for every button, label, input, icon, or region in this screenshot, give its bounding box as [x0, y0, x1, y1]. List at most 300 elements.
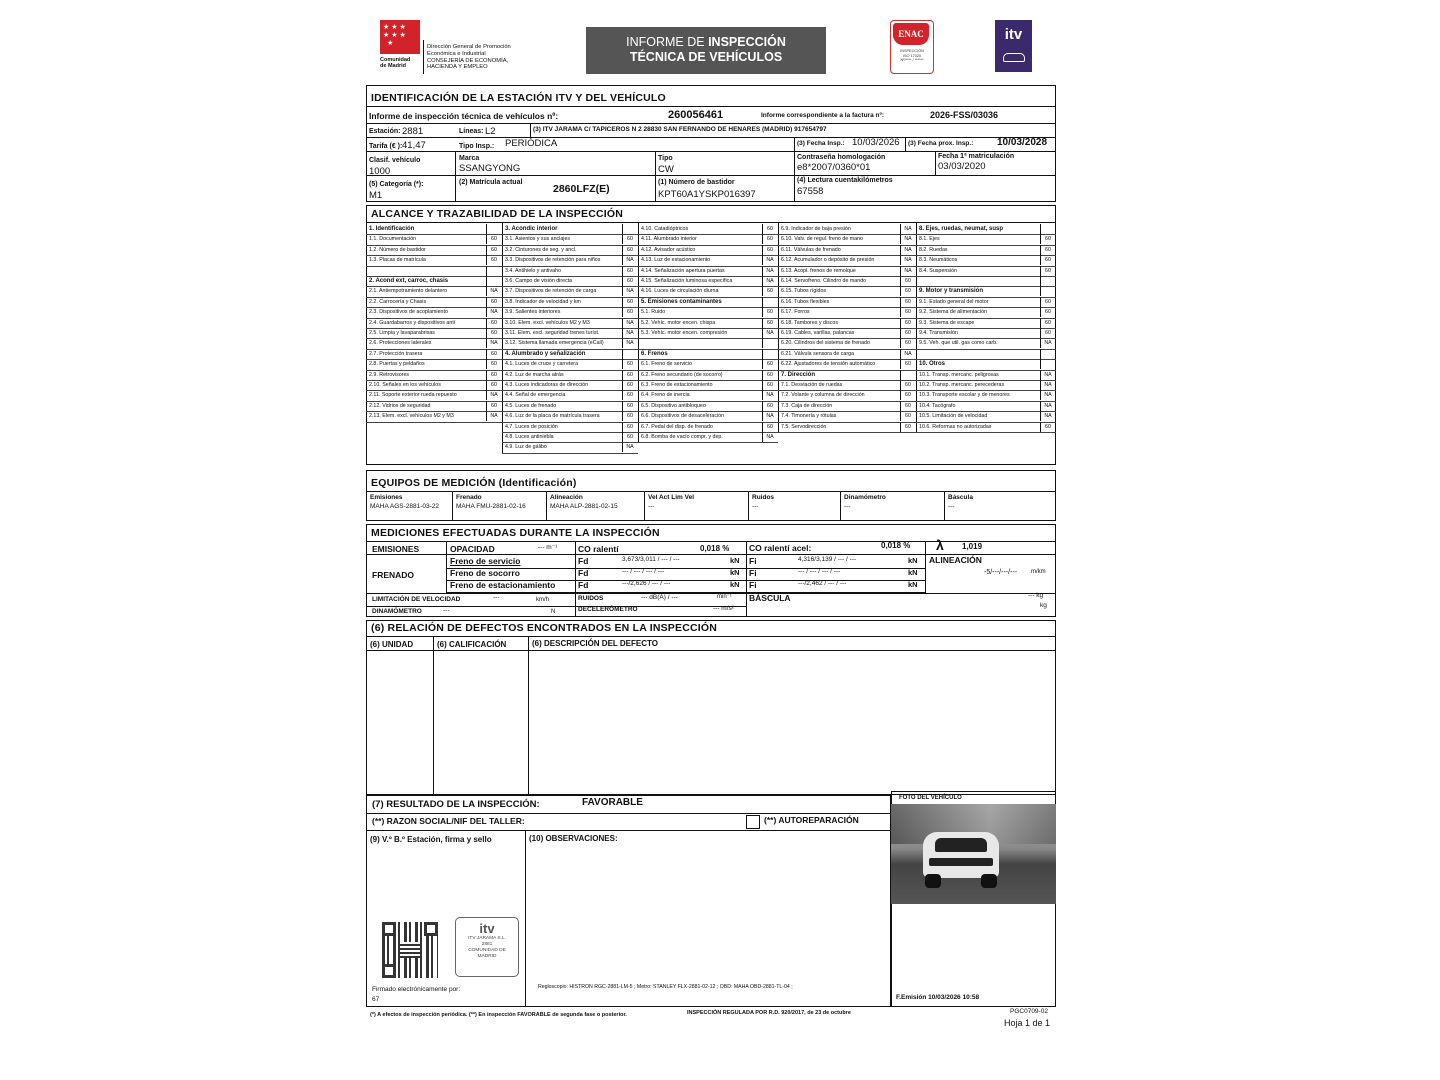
itv-address: (3) ITV JARAMA C/ TAPICEROS N 2 28830 SAN FERNANDO DE HENARES (MADRID) 917654797: [533, 126, 827, 133]
co-value: 0,018 %: [700, 544, 730, 553]
column-divider: [502, 222, 503, 453]
bastidor-value: KPT60A1YSKP016397: [658, 189, 756, 200]
car-icon: [1003, 53, 1025, 62]
scope-item-label: 10.5. Limitación de velocidad: [919, 413, 988, 420]
co-label: CO ralentí: [578, 544, 619, 554]
scope-item-label: 5.2. Vehíc. motor encen. chispa: [641, 319, 716, 326]
brake-fi-value: ---/2,462 / --- / ---: [798, 580, 847, 587]
defectos-title: (6) RELACIÓN DE DEFECTOS ENCONTRADOS EN LA INSPECCIÓN: [371, 622, 718, 634]
scope-item-label: 6.13. Acopl. frenos de remolque: [781, 267, 856, 274]
scope-item-value: 60: [486, 401, 501, 411]
scope-item-value: 60: [1040, 307, 1055, 317]
fecha-mat-label: Fecha 1ª matriculación: [938, 153, 1015, 160]
scope-item-value: 60: [1040, 318, 1055, 328]
scope-item-value: NA: [486, 286, 501, 296]
decel-label: DECELERÓMETRO: [578, 606, 638, 613]
scope-item-value: NA: [900, 224, 915, 234]
factura-number: 2026-FSS/03036: [930, 110, 999, 120]
scope-item-value: 60: [900, 297, 915, 307]
vehicle-body: [923, 832, 999, 878]
scope-item-value: 60: [900, 307, 915, 317]
scope-item-label: 4.16. Luces de circulación diurna: [641, 288, 719, 295]
scope-item-label: 7.3. Caja de dirección: [781, 402, 833, 409]
scope-item-value: 60: [900, 276, 915, 286]
scope-item-label: 2. Acond ext, carroc, chasis: [369, 278, 449, 284]
scope-item-label: 2.12. Vidrios de seguridad: [369, 402, 431, 409]
equipo-value: ---: [948, 503, 955, 510]
scope-item-value: 60: [762, 380, 777, 390]
scope-item-value: 60: [762, 234, 777, 244]
equipos-divider: [748, 491, 749, 521]
scope-item-label: 6.10. Valv. de regul. freno de mano: [781, 236, 863, 243]
scope-item-value: 60: [622, 307, 637, 317]
scope-item-label: 10.6. Reformas no autorizadas: [919, 423, 992, 430]
enac-logo: ENAC INSPECCIÓN ISO 17020 Nº/**** / ******: [890, 20, 934, 74]
scope-item-value: NA: [1040, 401, 1055, 411]
scope-item-value: NA: [1040, 338, 1055, 348]
fi-label: Fi: [749, 556, 757, 566]
brake-label: Freno de servicio: [450, 556, 521, 566]
lambda-value: 1,019: [962, 542, 983, 551]
scope-item-value: [762, 338, 777, 348]
vb-label: (9) V.º B.º Estación, firma y sello: [370, 835, 492, 844]
footer-note: (*) A efectos de inspección periódica. (**) En inspección FAVORABLE de segunda fase o posterior.: [370, 1012, 627, 1018]
bascula-kg2: kg: [1040, 602, 1047, 609]
scope-item-value: [486, 266, 501, 276]
scope-item-label: 10. Otros: [919, 361, 946, 368]
frenado-label: FRENADO: [372, 570, 415, 580]
km-label: (4) Lectura cuentakilómetros: [797, 177, 893, 184]
scope-item-value: 60: [1040, 266, 1055, 276]
scope-item-value: NA: [900, 255, 915, 265]
mediciones-title: MEDICIONES EFECTUADAS DURANTE LA INSPECCIÓN: [371, 527, 660, 539]
equipo-value: MAHA ALP-2881-02-15: [550, 503, 618, 510]
scope-item-label: 6.7. Pedal del disp. de frenado: [641, 423, 713, 430]
scope-item-label: 4.14. Señalización apertura puertas: [641, 267, 725, 274]
scope-item-label: 9.1. Estado general del motor: [919, 298, 989, 305]
scope-item-label: 2.6. Protecciones laterales: [369, 340, 432, 347]
scope-item-value: NA: [900, 245, 915, 255]
kn-unit: kN: [908, 568, 918, 577]
kn-unit: kN: [908, 580, 918, 589]
lambda-symbol: λ: [936, 537, 944, 553]
fd-label: Fd: [578, 580, 589, 590]
scope-item-value: [622, 224, 637, 234]
scope-item-value: NA: [622, 255, 637, 265]
brake-fd-value: 3,673/3,011 / --- / ---: [622, 556, 680, 563]
razon-social-label: (**) RAZON SOCIAL/NIF DEL TALLER:: [372, 816, 525, 826]
scope-item-value: NA: [1040, 380, 1055, 390]
ruidos-unit: min⁻¹: [717, 594, 732, 600]
scope-item-value: 60: [486, 245, 501, 255]
scope-item-value: NA: [762, 328, 777, 338]
scope-item-label: 6.5. Dispositivo antibloqueo: [641, 402, 706, 409]
scope-item-label: 4.9. Luz de gálibo: [505, 444, 547, 451]
brake-fi-value: 4,316/3,139 / --- / ---: [798, 556, 857, 563]
scope-item-label: 4.1. Luces de cruce y carretera: [505, 361, 579, 368]
equipos-line: Regloscopio: HISTRON RGC-2881-LM-5 ; Metro: STANLEY FLX-2881-02-12 ; OBD: MAHA OBD-2881-TL-04 ;: [538, 984, 793, 990]
scope-item-label: 6.4. Freno de inercia: [641, 392, 690, 399]
scope-item-value: 60: [762, 370, 777, 380]
informe-label: Informe de inspección técnica de vehículos nº:: [369, 111, 559, 121]
brake-fd-value: ---/2,626 / --- / ---: [622, 580, 671, 587]
scope-item-value: 60: [486, 370, 501, 380]
scope-item-value: 60: [900, 359, 915, 369]
scope-item-label: 4.7. Luces de posición: [505, 423, 558, 430]
scope-item-label: 2.13. Elem. excl. vehículos M2 y M3: [369, 413, 454, 420]
scope-item-label: 6.2. Freno secundario (de socorro): [641, 371, 723, 378]
contrasena-value: e8*2007/0360*01: [797, 162, 871, 173]
tipo-insp-label: Tipo Insp.:: [459, 143, 495, 150]
scope-item-value: [762, 349, 777, 359]
equipo-label: Ruidos: [752, 494, 775, 501]
footer-code: PGC0709-02: [1010, 1008, 1048, 1015]
scope-item-label: 6.6. Dispositivos de desaceleración: [641, 413, 725, 420]
ruidos-label: RUIDOS: [578, 595, 604, 602]
scope-item-label: 6. Frenos: [641, 350, 668, 357]
equipos-divider: [944, 491, 945, 521]
fecha-emision: F.Emisión 10/03/2026 10:58: [896, 994, 980, 1001]
ruidos-value: --- dB(A) / ---: [641, 594, 678, 601]
scope-item-value: 60: [486, 297, 501, 307]
autoreparacion-checkbox[interactable]: [746, 815, 760, 829]
scope-item-label: 6.16. Tubos flexibles: [781, 298, 830, 305]
scope-item-label: 2.1. Antiempotramiento delantero: [369, 288, 448, 295]
scope-item-value: [900, 370, 915, 380]
scope-item-label: 9.2. Sistema de alimentación: [919, 309, 988, 316]
scope-item-label: 6.11. Válvulas de frenado: [781, 246, 841, 253]
scope-item-value: 60: [486, 359, 501, 369]
report-title-banner: INFORME DE INSPECCIÓN TÉCNICA DE VEHÍCULOS: [586, 27, 826, 74]
scope-item-value: NA: [622, 286, 637, 296]
scope-item-label: 6.18. Tambores y discos: [781, 319, 839, 326]
scope-item-label: 3.9. Salientes interiores: [505, 309, 561, 316]
scope-item-value: NA: [762, 390, 777, 400]
kn-unit: kN: [908, 556, 918, 565]
foto-label: FOTO DEL VEHÍCULO: [899, 795, 962, 801]
scope-item-value: 60: [762, 401, 777, 411]
opacidad-value: --- m⁻¹: [538, 544, 558, 551]
scope-row-line: [778, 432, 916, 433]
scope-item-value: 60: [486, 318, 501, 328]
scope-item-value: 60: [900, 318, 915, 328]
scope-item-label: 3.2. Cinturones de seg. y ancl.: [505, 246, 577, 253]
lim-vel-label: LIMITACIÓN DE VELOCIDAD: [372, 596, 461, 603]
clasif-label: Clasif. vehículo: [369, 157, 421, 164]
equipos-divider: [840, 491, 841, 521]
scope-item-value: 60: [486, 234, 501, 244]
scope-item-value: NA: [762, 255, 777, 265]
scope-item-label: 2.8. Puertas y peldaños: [369, 361, 425, 368]
fi-label: Fi: [749, 580, 757, 590]
scope-item-label: 4.11. Alumbrado interior: [641, 236, 697, 243]
contrasena-label: Contraseña homologación: [797, 154, 886, 161]
scope-item-label: 4.2. Luz de marcha atrás: [505, 371, 564, 378]
scope-item-label: 3.6. Campo de visión directa: [505, 278, 573, 284]
scope-item-label: 7.2. Volante y columna de dirección: [781, 392, 865, 399]
scope-item-label: 3.4. Antihielo y antivaho: [505, 267, 561, 274]
scope-item-value: 60: [762, 318, 777, 328]
firmado-value: 67: [372, 996, 380, 1003]
scope-item-value: NA: [486, 307, 501, 317]
scope-item-label: 6.22. Ajustadores de tensión automático: [781, 361, 876, 368]
marca-label: Marca: [459, 155, 480, 162]
footer-regulada: INSPECCIÓN REGULADA POR R.D. 920/2017, de 23 de octubre: [687, 1010, 851, 1016]
scope-item-label: 9.3. Sistema de escape: [919, 319, 975, 326]
scope-item-label: 6.3. Freno de estacionamiento: [641, 382, 713, 388]
emisiones-label: EMISIONES: [372, 544, 420, 554]
scope-item-value: 60: [622, 422, 637, 432]
scope-item-label: 3.12. Sistema llamada emergencia (eCall): [505, 340, 604, 347]
scope-item-label: 7. Dirección: [781, 371, 816, 378]
col-calificacion: (6) CALIFICACIÓN: [437, 640, 507, 649]
scope-item-value: 60: [1040, 422, 1055, 432]
scope-item-label: 8.2. Ruedas: [919, 246, 948, 253]
scope-item-value: 60: [622, 359, 637, 369]
scope-item-value: 60: [900, 380, 915, 390]
scope-item-label: 3.10. Elem. excl. vehículos M2 y M3: [505, 319, 590, 326]
scope-item-label: 6.12. Acumulador o depósito de presión: [781, 257, 875, 264]
estacion-label: Estación:: [369, 128, 401, 135]
scope-item-label: 7.5. Servodirección: [781, 423, 827, 430]
scope-item-label: 4.4. Señal de emergencia: [505, 392, 566, 399]
fecha-prox-label: (3) Fecha prox. Insp.:: [908, 140, 974, 147]
scope-item-value: 60: [1040, 297, 1055, 307]
qr-code-icon: [382, 922, 438, 978]
scope-item-value: 60: [622, 411, 637, 421]
page-number: Hoja 1 de 1: [1004, 1018, 1051, 1028]
scope-item-value: 60: [762, 224, 777, 234]
station-stamp: itv ITV JARAMA S.L. 2881 COMUNIDAD DE MADRID: [455, 917, 519, 977]
clasif-value: 1000: [369, 166, 391, 177]
scope-item-label: 6.17. Forros: [781, 309, 810, 316]
scope-item-label: 1.3. Placas de matrícula: [369, 257, 426, 264]
equipo-label: Dinamómetro: [844, 494, 886, 501]
scope-item-value: 60: [622, 297, 637, 307]
identificacion-title: IDENTIFICACIÓN DE LA ESTACIÓN ITV Y DEL VEHÍCULO: [371, 92, 666, 104]
scope-item-label: 1. Identificación: [369, 226, 415, 232]
comunidad-madrid-logo: ★★★ ★★★ ★: [380, 20, 420, 54]
matricula-label: (2) Matrícula actual: [459, 179, 523, 186]
kn-unit: kN: [730, 556, 740, 565]
bastidor-label: (1) Número de bastidor: [658, 179, 735, 186]
equipos-divider: [452, 491, 453, 521]
col-descripcion: (6) DESCRIPCIÓN DEL DEFECTO: [532, 639, 658, 648]
scope-item-label: 1.2. Número de bastidor: [369, 246, 426, 253]
decel-value: --- m/s²: [713, 605, 734, 612]
scope-item-label: [641, 338, 761, 348]
scope-item-value: 60: [1040, 245, 1055, 255]
scope-item-label: 2.10. Señales en los vehículos: [369, 382, 441, 388]
kn-unit: kN: [730, 568, 740, 577]
scope-item-label: 7.4. Timonería y rótulas: [781, 413, 837, 420]
scope-item-label: 3.1. Asientos y sus anclajes: [505, 236, 571, 243]
scope-item-value: 60: [900, 286, 915, 296]
scope-item-value: [486, 276, 501, 286]
equipo-value: ---: [648, 503, 655, 510]
fecha-prox-value: 10/03/2028: [997, 137, 1048, 148]
scope-item-label: 7.1. Desviación de ruedas: [781, 382, 843, 388]
scope-item-value: 60: [486, 328, 501, 338]
scope-item-label: 4.3. Luces indicadoras de dirección: [505, 382, 589, 388]
scope-item-label: 9.5. Veh. que util. gas como carb.: [919, 340, 998, 347]
equipo-value: MAHA AGS-2881-03-22: [370, 503, 440, 510]
scope-item-label: 5.3. Vehíc. motor encen. compresión: [641, 330, 728, 336]
lim-vel-unit: km/h: [536, 597, 550, 603]
scope-item-label: 10.2. Transp. mercanc. perecederas: [919, 382, 1005, 388]
fecha-insp-value: 10/03/2026: [852, 137, 900, 148]
scope-item-value: 60: [900, 411, 915, 421]
scope-item-label: 6.1. Freno de servicio: [641, 361, 692, 368]
fecha-insp-label: (3) Fecha Insp.:: [797, 140, 845, 147]
scope-item-label: 3. Acondic interior: [505, 226, 558, 232]
scope-item-value: 60: [622, 380, 637, 390]
observaciones-label: (10) OBSERVACIONES:: [529, 834, 618, 843]
tipo-value: CW: [658, 164, 674, 175]
scope-item-value: 60: [762, 307, 777, 317]
scope-row-line: [916, 432, 1056, 433]
scope-item-value: 60: [1040, 328, 1055, 338]
kn-unit: kN: [730, 580, 740, 589]
scope-item-label: 2.3. Dispositivos de acoplamiento: [369, 309, 448, 316]
scope-item-value: NA: [762, 266, 777, 276]
tipo-insp-value: PERIÓDICA: [505, 138, 558, 149]
scope-item-value: NA: [622, 328, 637, 338]
scope-item-value: 60: [762, 286, 777, 296]
scope-item-value: 60: [486, 255, 501, 265]
equipo-label: Báscula: [948, 494, 973, 501]
scope-item-value: [762, 297, 777, 307]
scope-item-value: 60: [622, 401, 637, 411]
scope-item-label: 4.5. Luces de frenado: [505, 402, 557, 409]
scope-item-value: NA: [486, 338, 501, 348]
estacion-value: 2881: [402, 126, 424, 137]
tarifa-value: 41,47: [402, 140, 426, 151]
scope-item-value: NA: [1040, 390, 1055, 400]
scope-item-value: 60: [486, 349, 501, 359]
equipos-divider: [546, 491, 547, 521]
scope-item-value: NA: [1040, 370, 1055, 380]
lineas-label: Líneas:: [459, 128, 484, 135]
scope-item-value: [486, 224, 501, 234]
equipo-value: ---: [752, 503, 759, 510]
scope-item-label: 8. Ejes, ruedas, neumat, susp: [919, 226, 1004, 232]
scope-item-label: 10.1. Transp. mercanc. peligrosas: [919, 371, 999, 378]
scope-item-label: 2.9. Retrovisores: [369, 371, 410, 378]
brake-label: Freno de estacionamiento: [450, 580, 556, 590]
scope-item-label: 6.15. Tubos rígidos: [781, 288, 827, 295]
scope-item-value: [1040, 359, 1055, 369]
scope-item-value: NA: [622, 442, 637, 452]
org-name: Dirección General de Promoción Económica e Industrial CONSEJERÍA DE ECONOMÍA, HACIENDA Y EMPLEO: [427, 44, 511, 71]
scope-item-label: 5.1. Ruido: [641, 309, 666, 316]
dinamometro-label: DINAMÓMETRO: [372, 608, 422, 615]
scope-item-value: [1040, 286, 1055, 296]
bascula-kg1: --- kg: [1028, 592, 1044, 599]
scope-item-label: 8.3. Neumáticos: [919, 257, 958, 264]
scope-item-label: 2.4. Guardabarros y dispositivos anti: [369, 319, 455, 326]
scope-item-label: 10.4. Tacógrafo: [919, 402, 956, 409]
scope-item-value: 60: [622, 234, 637, 244]
scope-row-line: [638, 442, 778, 443]
scope-item-value: 60: [900, 401, 915, 411]
categoria-label: (5) Categoría (*):: [369, 181, 424, 188]
scope-item-value: NA: [1040, 411, 1055, 421]
scope-item-value: 60: [622, 245, 637, 255]
scope-item-label: 10.3. Transporte escolar y de menores: [919, 392, 1010, 399]
factura-label: Informe correspondiente a la factura nº:: [761, 112, 885, 119]
scope-item-value: NA: [900, 349, 915, 359]
scope-row-line: [502, 453, 638, 454]
alcance-title: ALCANCE Y TRAZABILIDAD DE LA INSPECCIÓN: [371, 208, 624, 220]
scope-item-value: 60: [900, 390, 915, 400]
equipo-value: MAHA FMU-2881-02-16: [456, 503, 526, 510]
vehicle-photo: [891, 804, 1056, 904]
scope-item-value: NA: [486, 411, 501, 421]
categoria-value: M1: [369, 190, 383, 201]
autoreparacion-label: (**) AUTOREPARACIÓN: [764, 815, 859, 825]
scope-item-label: 2.7. Protección trasera: [369, 350, 423, 357]
scope-item-label: 4.8. Luces antiniebla: [505, 434, 554, 440]
opacidad-label: OPACIDAD: [450, 544, 495, 554]
scope-item-label: 2.11. Soporte exterior rueda repuesto: [369, 392, 457, 399]
scope-item-value: 60: [622, 276, 637, 286]
col-unidad: (6) UNIDAD: [370, 640, 414, 649]
dinamometro-unit: N: [551, 609, 556, 615]
comunidad-label: Comunidad de Madrid: [380, 57, 411, 69]
tarifa-label: Tarifa (€ ):: [369, 143, 403, 150]
scope-item-label: 6.14. Servofreno. Cilindro de mando: [781, 278, 867, 284]
scope-item-label: 4.6. Luz de la placa de matrícula trasera: [505, 413, 600, 420]
fd-label: Fd: [578, 556, 589, 566]
scope-item-label: 6.9. Indicador de baja presión: [781, 226, 851, 232]
marca-value: SSANGYONG: [459, 163, 521, 174]
dinamometro-value: ---: [443, 607, 450, 614]
scope-item-value: [1040, 224, 1055, 234]
scope-item-label: 1.1. Documentación: [369, 236, 417, 243]
scope-item-value: 60: [762, 422, 777, 432]
scope-item-value: 60: [1040, 255, 1055, 265]
alineacion-value: -5/---/---/---: [984, 569, 1018, 576]
brake-label: Freno de socorro: [450, 568, 520, 578]
co-acel-label: CO ralentí acel:: [749, 543, 812, 553]
bascula-label: BÁSCULA: [749, 593, 791, 603]
scope-item-value: 60: [762, 359, 777, 369]
scope-item-value: NA: [900, 234, 915, 244]
scope-item-label: [919, 349, 1039, 359]
brake-fd-value: --- / --- / --- / ---: [622, 568, 665, 575]
fi-label: Fi: [749, 568, 757, 578]
scope-item-value: 60: [622, 370, 637, 380]
equipo-label: Frenado: [456, 494, 482, 501]
equipo-label: Emisiones: [370, 494, 403, 501]
scope-item-label: 8.4. Suspensión: [919, 267, 957, 274]
brake-fi-value: --- / --- / --- / ---: [798, 568, 841, 575]
fecha-mat-value: 03/03/2020: [938, 161, 986, 172]
equipos-title: EQUIPOS DE MEDICIÓN (Identificación): [371, 477, 577, 489]
scope-item-value: 60: [486, 380, 501, 390]
scope-item-value: NA: [486, 390, 501, 400]
scope-item-value: 60: [900, 338, 915, 348]
scope-item-value: NA: [762, 411, 777, 421]
scope-item-label: 9.4. Transmisión: [919, 330, 958, 336]
lineas-value: L2: [485, 126, 496, 137]
scope-item-value: NA: [900, 266, 915, 276]
firmado-label: Firmado electrónicamente por:: [372, 986, 461, 993]
scope-item-value: NA: [622, 318, 637, 328]
scope-item-label: 4. Alumbrado y señalización: [505, 350, 586, 357]
scope-item-label: 4.12. Avisador acústico: [641, 246, 696, 253]
